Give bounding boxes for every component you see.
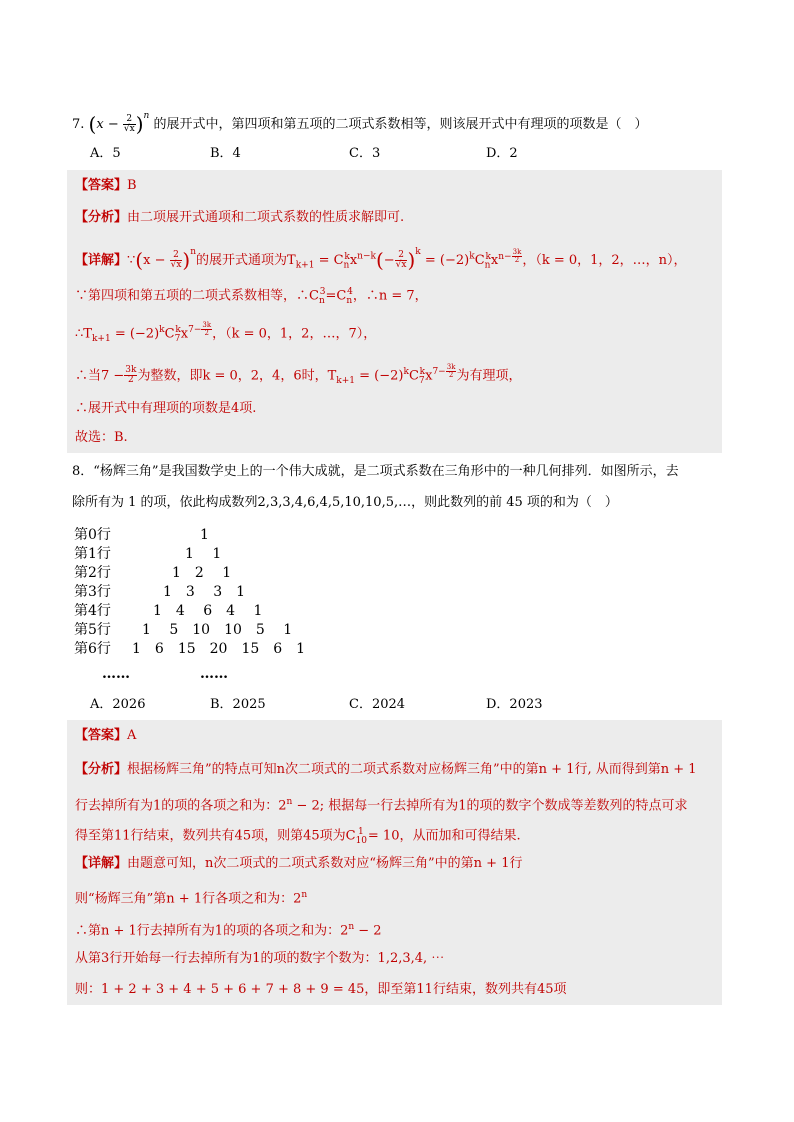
q8-answer: 【答案】A — [75, 728, 137, 743]
q7-number: 7. — [72, 117, 85, 132]
triangle-row-values: 1 3 3 1 — [163, 584, 246, 600]
q8-option-a: A．2026 — [90, 697, 146, 712]
q7-option-a: A．5 — [90, 146, 121, 161]
q7-option-c: C．3 — [349, 146, 381, 161]
q8-detail-line-1: 【详解】由题意可知，n次二项式的二项式系数对应“杨辉三角”中的第n + 1行 — [75, 856, 523, 871]
triangle-row-label: 第4行 — [74, 603, 111, 619]
q8-analysis-line-3: 得至第11行结束，数列共有45项，则第45项为$C_{10}^1 = 10$，从而加和可得结果. — [75, 827, 521, 846]
q7-detail-line-1: 【详解】∵(x − $\frac{2}{√x}$ )$^n$的展开式通项为$T_{k+1} = C_n^kx^{n-k}(-$ $\frac{2}{√x}$ )$^k = (-2)^kC_n^kx^{n- \frac{3k}{2}}$ ，（k = 0，1，2，…，n）， — [75, 247, 687, 272]
q8-option-c: C．2024 — [349, 697, 406, 712]
triangle-row-label: 第0行 — [74, 527, 111, 543]
triangle-row-label: 第5行 — [74, 622, 111, 638]
q7-answer: 【答案】B — [75, 178, 137, 193]
q7-stem-text: 的展开式中，第四项和第五项的二项式系数相等，则该展开式中有理项的项数是（ ） — [153, 117, 648, 132]
q8-option-b: B．2025 — [210, 697, 266, 712]
q7-option-d: D．2 — [486, 146, 518, 161]
q8-stem-line-2: 除所有为 1 的项，依此构成数列2,3,3,4,6,4,5,10,10,5,…，则此数列的前 45 项的和为（ ） — [72, 495, 618, 510]
q7-detail-line-3: $\therefore T_{k+1} = (-2)^kC_7^kx^{7- \frac{3k}{2}}$ ，（k = 0，1，2，…，7）， — [75, 321, 377, 344]
q7-detail-line-2: ∵第四项和第五项的二项式系数相等，$\therefore C_n^3=C_n^4$，∴n = 7， — [75, 287, 428, 306]
triangle-row-values: 1 6 15 20 15 6 1 — [132, 641, 306, 657]
q7-detail-line-5: ∴展开式中有理项的项数是4项. — [75, 401, 257, 416]
q8-detail-line-3: ∴第n + 1行去掉所有为1的项的各项之和为：$2^n - 2$ — [75, 922, 382, 939]
triangle-row-label: 第6行 — [74, 641, 111, 657]
q7-expression: (x − $\frac{2}{√x}$ )$^n$ — [88, 111, 150, 136]
q8-solution-box — [67, 720, 722, 1005]
q7-detail-line-4: ∴当7 − $\frac{3k}{2}$ 为整数，即k = 0，2，4，6时，$T_{k+1} = (-2)^kC_7^kx^{7- \frac{3k}{2}}$ 为有理项， — [75, 363, 522, 386]
q7-option-b: B．4 — [210, 146, 241, 161]
q8-detail-line-5: 则：1 + 2 + 3 + 4 + 5 + 6 + 7 + 8 + 9 = 45，即至第11行结束，数列共有45项 — [75, 982, 567, 997]
q8-stem-line-1: 8．“杨辉三角”是我国数学史上的一个伟大成就，是二项式系数在三角形中的一种几何排列．如图所示，去 — [72, 464, 679, 479]
q8-analysis-line-2: 行去掉所有为1的项的各项之和为：$2^n - 2$; 根据每一行去掉所有为1的项的数字个数成等差数列的特点可求 — [75, 797, 688, 814]
triangle-row-values: 1 4 6 4 1 — [153, 603, 263, 619]
q7-solution-box — [67, 170, 722, 453]
q8-detail-line-4: 从第3行开始每一行去掉所有为1的项的数字个数为：1,2,3,4, ⋯ — [75, 951, 445, 966]
triangle-row-values: 1 5 10 10 5 1 — [142, 622, 293, 638]
q8-number: 8． — [72, 464, 94, 479]
triangle-row-label: 第3行 — [74, 584, 111, 600]
triangle-row-label: 第1行 — [74, 546, 111, 562]
q8-detail-line-2: 则“杨辉三角”第n + 1行各项之和为：2$^n$ — [75, 890, 308, 907]
triangle-row-values: 1 2 1 — [172, 565, 232, 581]
q7-stem — [72, 106, 647, 135]
q8-analysis-line-1: 【分析】根据杨辉三角”的特点可知n次二项式的二项式系数对应杨辉三角”中的第n + 1行, 从而得到第n + 1 — [75, 762, 697, 777]
q7-analysis: 【分析】由二项展开式通项和二项式系数的性质求解即可. — [75, 210, 405, 225]
triangle-row-values: 1 — [200, 527, 209, 543]
triangle-row-label: 第2行 — [74, 565, 111, 581]
q7-detail-line-6: 故选：B. — [75, 430, 128, 445]
q8-option-d: D．2023 — [486, 697, 543, 712]
triangle-row-values: 1 1 — [185, 546, 222, 562]
yanghui-triangle — [74, 526, 334, 661]
